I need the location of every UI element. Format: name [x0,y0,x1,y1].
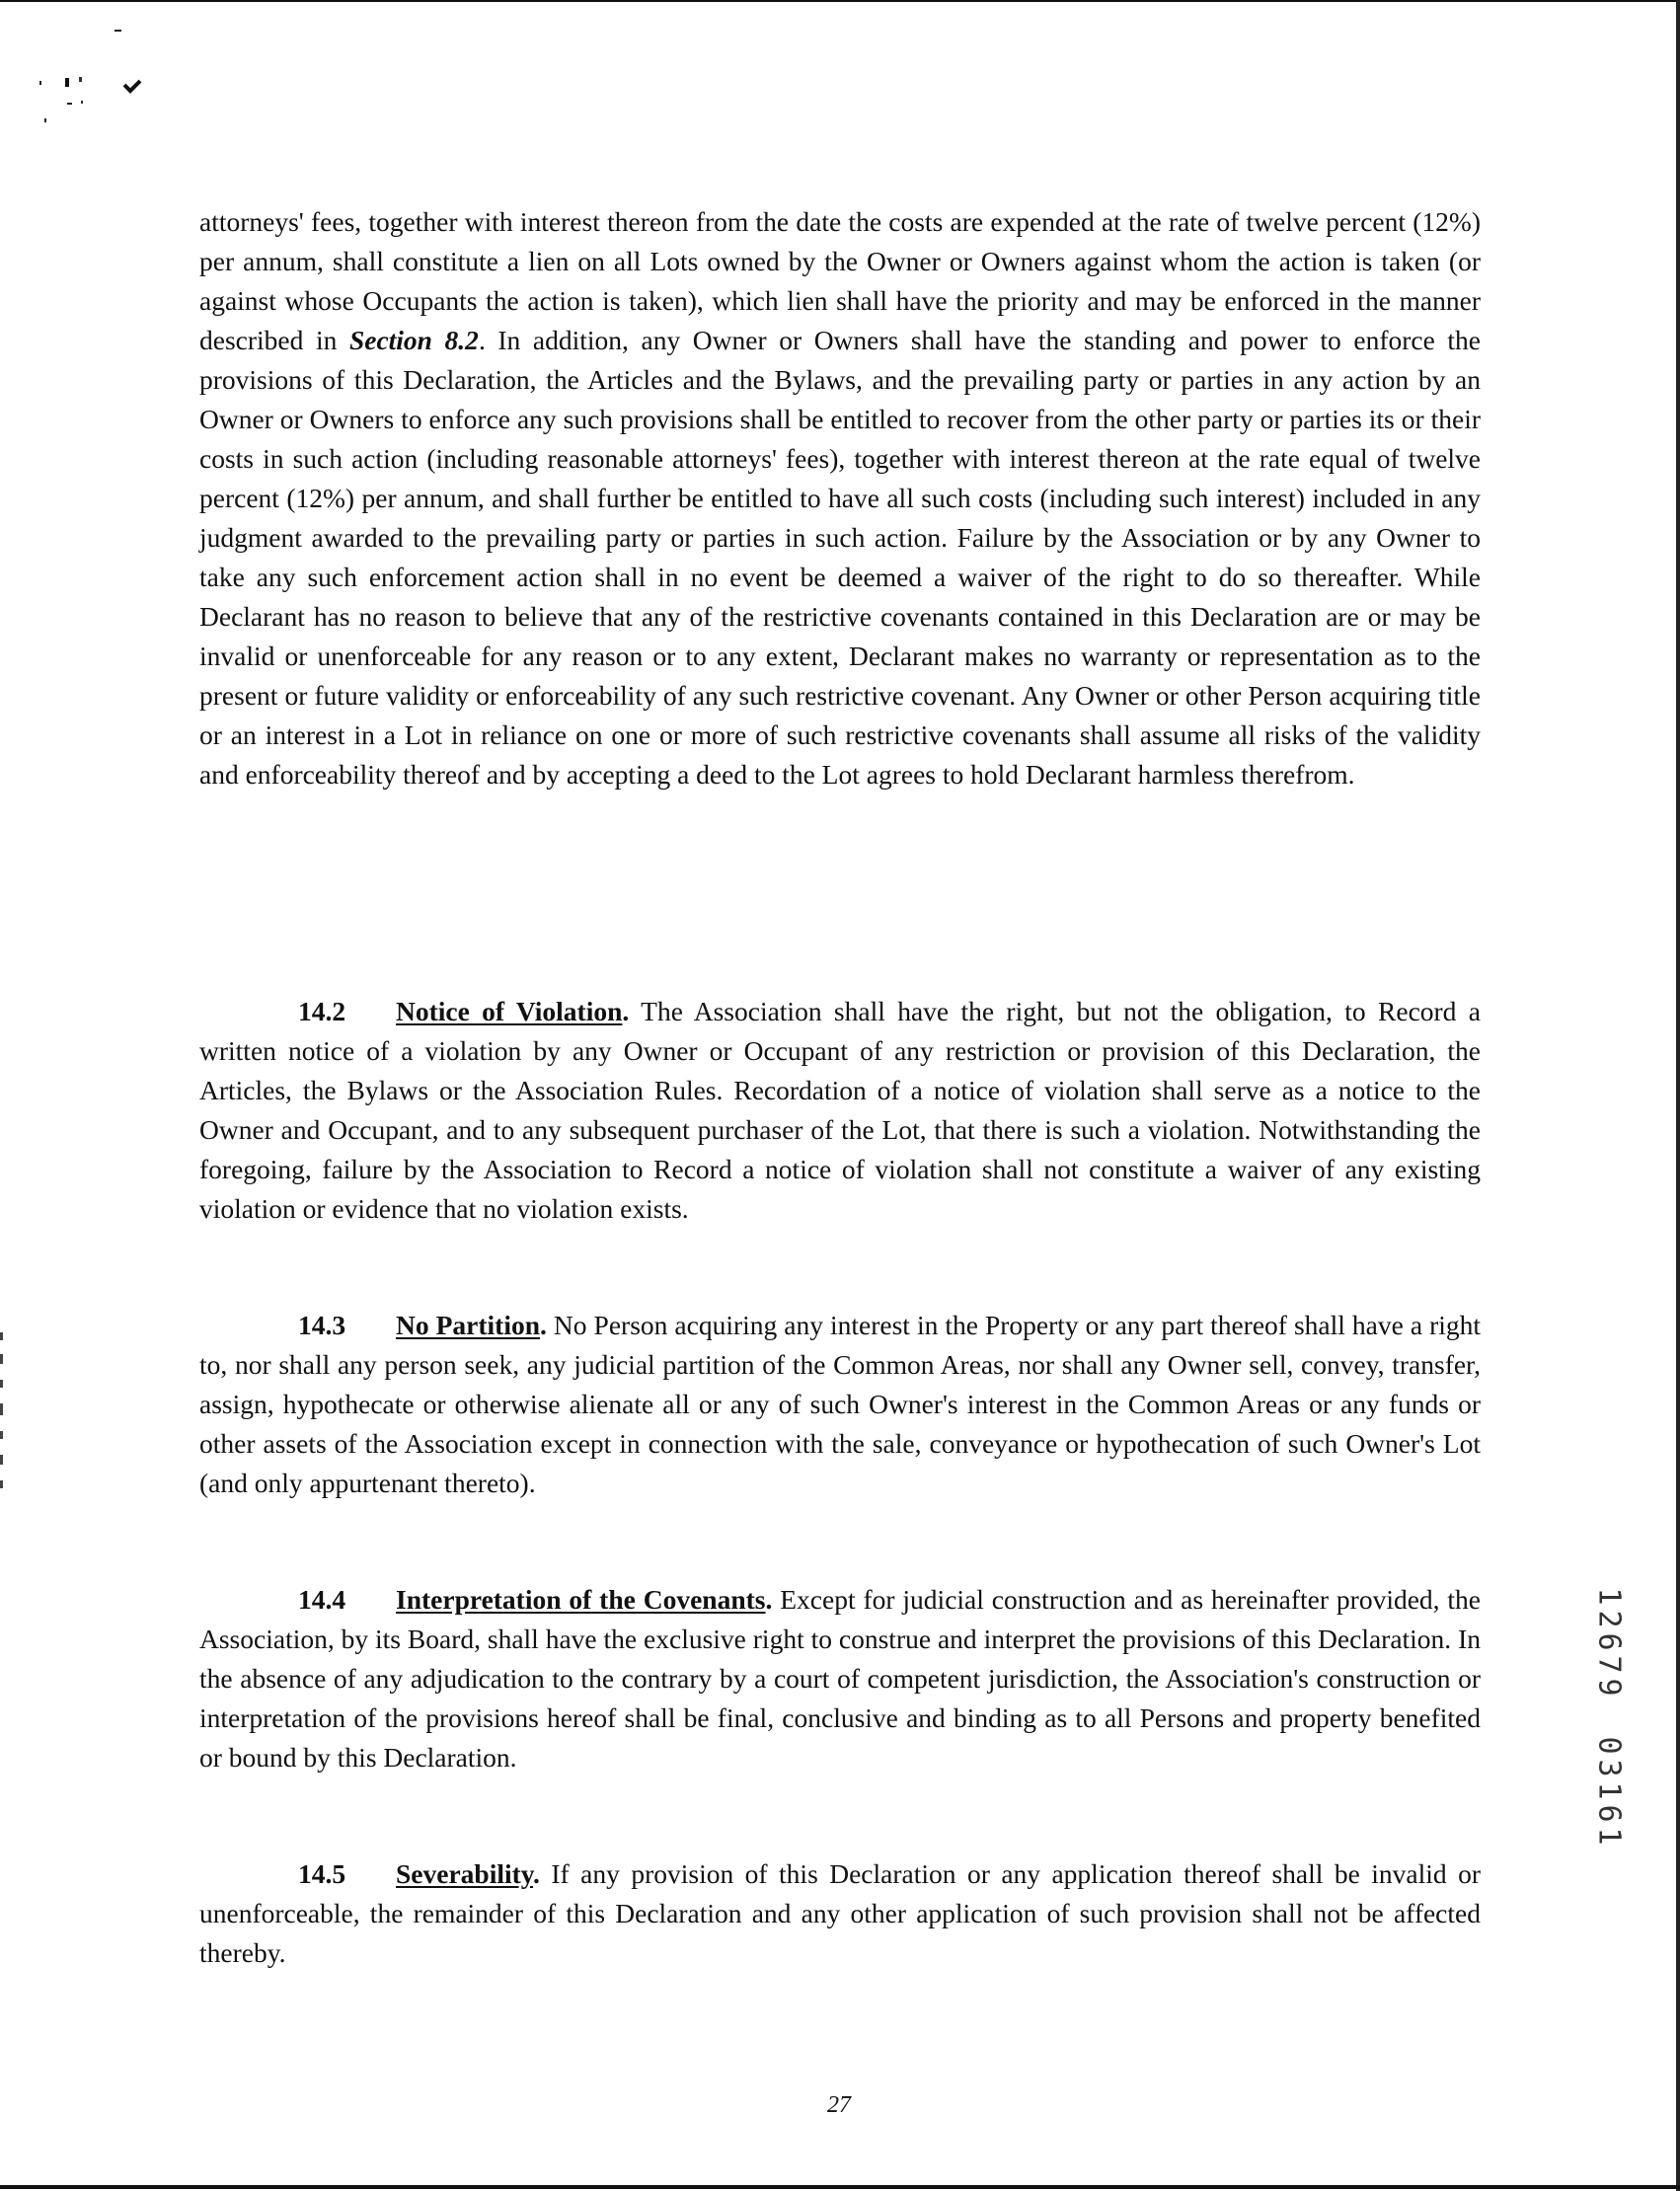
section-14-2: 14.2 Notice of Violation. The Association shall have the right, but not the obligation, to Record a written notice of a violation by any Owner or Occupant of any restriction or provision of this Declaration, the Articles, the Bylaws or the Association Rules. Recordation of a notice of violation shall serve as a notice to the Owner and Occupant, and to any subsequent purchaser of the Lot, that there is such a violation. Notwithstanding the foregoing, failure by the Association to Record a notice of violation shall not constitute a waiver of any existing violation or evidence that no violation exists. [199,992,1481,1229]
section-number: 14.5 [298,1858,346,1889]
scan-top-edge [0,0,1680,2]
section-14-4: 14.4 Interpretation of the Covenants. Except for judicial construction and as hereinafter provided, the Association, by its Board, shall have the exclusive right to construe and interpret the provisions of this Declaration. In the absence of any adjudication to the contrary by a court of competent jurisdiction, the Association's construction or interpretation of the provisions hereof shall be final, conclusive and binding as to all Persons and property benefited or bound by this Declaration. [199,1580,1481,1777]
stamp-digit: 6 [1591,1804,1627,1823]
section-number: 14.4 [298,1584,346,1615]
scan-specks [38,22,156,140]
paragraph-text-part2: . In addition, any Owner or Owners shall have the standing and power to enforce the provisions of this Declaration, the Articles and the Bylaws, and the prevailing party or parties in any action by an Owner or Owners to enforce any such provisions shall be entitled to recover from the other party or parties its or their costs in such action (including reasonable attorneys' fees), together with interest thereon at the rate equal of twelve percent (12%) per annum, and shall further be entitled to have all such costs (including such interest) included in any judgment awarded to the prevailing party or parties in such action. Failure by the Association or by any Owner to take any such enforcement action shall in no event be deemed a waiver of the right to do so thereafter. While Declarant has no reason to believe that any of the restrictive covenants contained in this Declaration are or may be invalid or unenforceable for any reason or to any extent, Declarant makes no warranty or representation as to the present or future validity or enforceability of any such restrictive covenant. Any Owner or other Person acquiring title or an interest in a Lot in reliance on one or more of such restrictive covenants shall assume all risks of the validity and enforceability thereof and by accepting a deed to the Lot agrees to hold Declarant harmless therefrom. [199,325,1482,790]
scan-bottom-edge [0,2185,1680,2189]
section-heading: Notice of Violation [396,996,623,1026]
section-heading: Interpretation of the Covenants [396,1584,766,1615]
paragraph-text-part1: attorneys' fees, together with interest thereon from the date the costs are expended at the rate of twelve percent (12%) per annum, shall constitute a lien on all Lots owned by the Owner or Owners against whom the action is taken (or against whose Occupants the action is taken), which lien shall have the priority and may be enforced in the manner described in [199,206,1481,355]
section-14-3: 14.3 No Partition. No Person acquiring any interest in the Property or any part thereof shall have a right to, nor shall any person seek, any judicial partition of the Common Areas, nor shall any Owner sell, convey, transfer, assign, hypothecate or otherwise alienate all or any of such Owner's interest in the Common Areas or any funds or other assets of the Association except in connection with the sale, conveyance or hypothecation of such Owner's Lot (and only appurtenant thereto). [199,1306,1481,1503]
section-reference: Section 8.2 [348,325,479,355]
stamp-digit: 7 [1591,1655,1627,1674]
section-number: 14.2 [298,996,346,1026]
section-body: The Association shall have the right, but not the obligation, to Record a written notice of a violation by any Owner or Occupant of any restriction or provision of this Declaration, the Articles, the Bylaws or the Association Rules. Recordation of a notice of violation shall serve as a notice to the Owner and Occupant, and to any subsequent purchaser of the Lot, that there is such a violation. Notwithstanding the foregoing, failure by the Association to Record a notice of violation shall not constitute a waiver of any existing violation or evidence that no violation exists. [199,996,1481,1224]
section-body: No Person acquiring any interest in the Property or any part thereof shall have a right to, nor shall any person seek, any judicial partition of the Common Areas, nor shall any Owner sell, convey, transfer, assign, hypothecate or otherwise alienate all or any of such Owner's interest in the Common Areas or any funds or other assets of the Association except in connection with the sale, conveyance or hypothecation of such Owner's Lot (and only appurtenant thereto). [199,1310,1482,1498]
stamp-digit: 3 [1591,1759,1627,1777]
stamp-digit: 1 [1591,1827,1627,1846]
section-heading: Severability [396,1858,534,1889]
stamp-digit: 6 [1591,1632,1627,1651]
section-heading: No Partition [396,1310,541,1340]
stamp-digit: 0 [1591,1736,1627,1755]
stamp-digit: 2 [1591,1610,1627,1628]
section-body: If any provision of this Declaration or any application thereof shall be invalid or unenforceable, the remainder of this Declaration and any other application of such provision shall not be affected thereby. [199,1858,1482,1968]
stamp-digit: 1 [1591,1781,1627,1800]
paragraph-continuation [199,202,1481,794]
stamp-digit: 9 [1591,1678,1627,1697]
recording-stamp [1569,1585,1648,1848]
section-14-5: 14.5 Severability. If any provision of this Declaration or any application thereof shall be invalid or unenforceable, the remainder of this Declaration and any other application of such provision shall not be affected thereby. [199,1854,1481,1973]
section-number: 14.3 [298,1310,346,1340]
section-body: Except for judicial construction and as hereinafter provided, the Association, by its Board, shall have the exclusive right to construe and interpret the provisions of this Declaration. In the absence of any adjudication to the contrary by a court of competent jurisdiction, the Association's construction or interpretation of the provisions hereof shall be final, conclusive and binding as to all Persons and property benefited or bound by this Declaration. [199,1584,1482,1773]
stamp-digit: 1 [1591,1587,1627,1606]
scan-right-edge [1676,0,1680,2191]
page-number: 27 [827,2092,851,2118]
scan-left-marks [0,1332,4,1500]
